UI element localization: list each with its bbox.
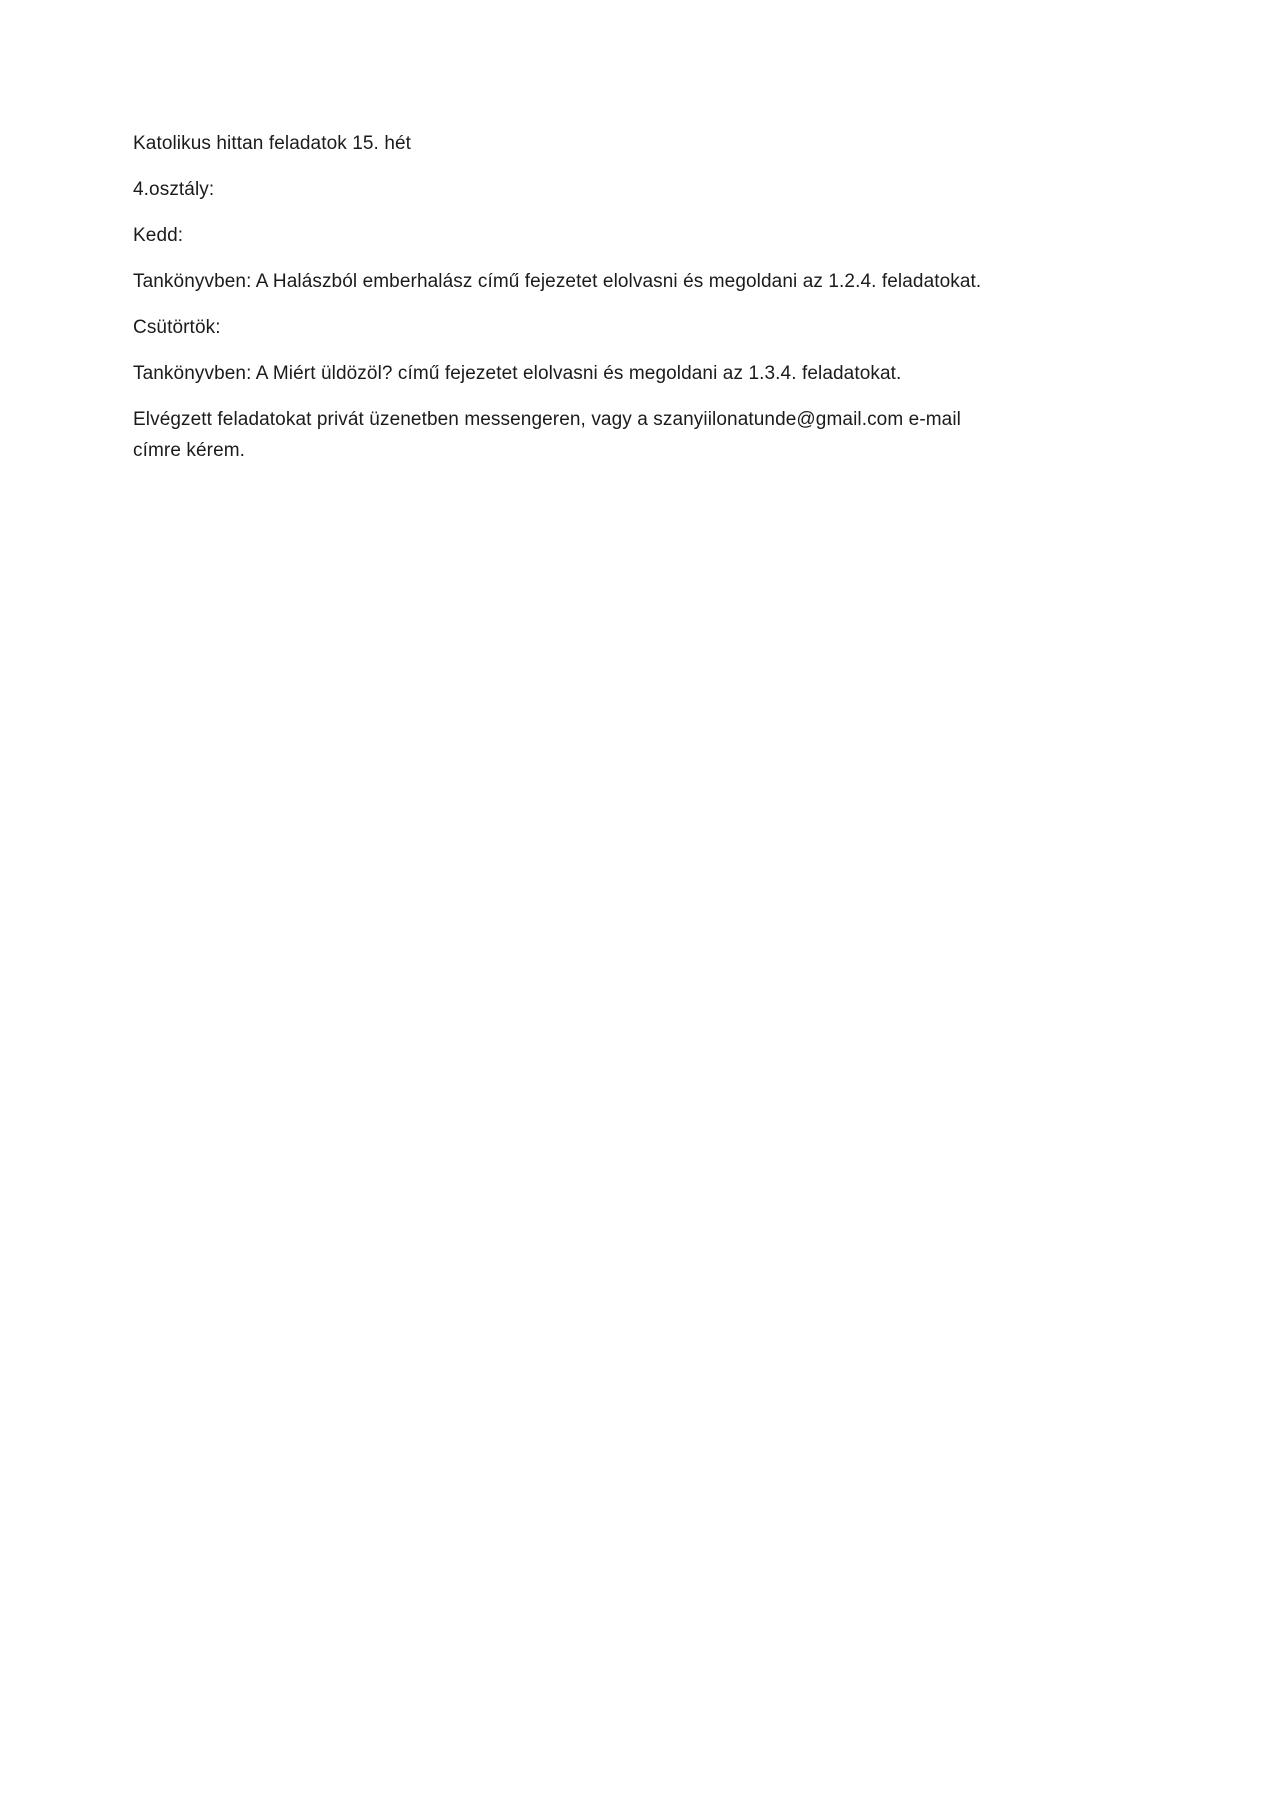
day-label-tuesday: Kedd: xyxy=(133,225,184,246)
day-label-thursday: Csütörtök: xyxy=(133,317,221,338)
class-label: 4.osztály: xyxy=(133,179,215,200)
doc-title: Katolikus hittan feladatok 15. hét xyxy=(133,133,412,154)
submission-note xyxy=(133,404,1033,466)
document-text-block xyxy=(133,128,1033,481)
task-tuesday: Tankönyvben: A Halászból emberhalász című fejezetet elolvasni és megoldani az 1.2.4. feladatokat. xyxy=(133,271,982,292)
task-thursday: Tankönyvben: A Miért üldözöl? című fejezetet elolvasni és megoldani az 1.3.4. feladatokat. xyxy=(133,363,902,384)
submission-note-line-2: címre kérem. xyxy=(133,440,246,461)
submission-note-line-1: Elvégzett feladatokat privát üzenetben messengeren, vagy a szanyiilonatunde@gmail.com e-mail xyxy=(133,409,961,430)
